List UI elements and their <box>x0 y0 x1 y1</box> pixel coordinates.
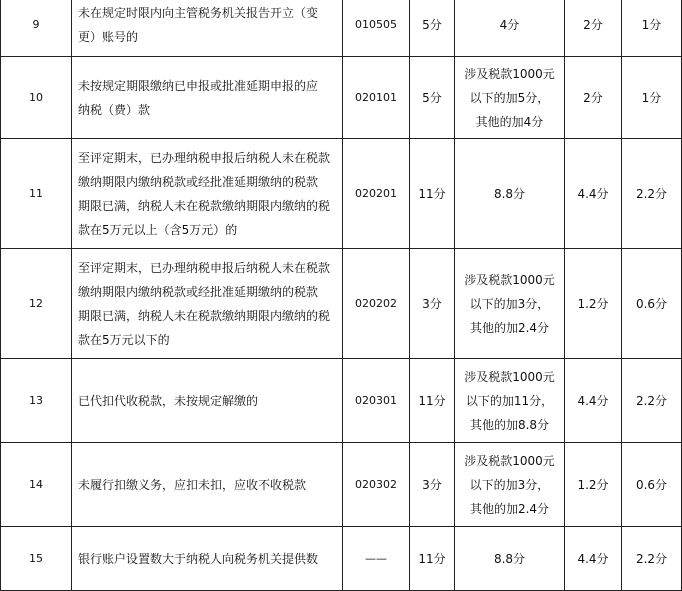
deduction-points-cell: 11分 <box>410 359 455 443</box>
violation-item-cell <box>72 527 343 591</box>
violation-item-cell <box>72 57 343 139</box>
indicator-code-cell: 020302 <box>343 443 410 527</box>
adjusted-points-line: 其他的加4分 <box>475 114 544 129</box>
reduced-points-cell: 4.4分 <box>565 527 622 591</box>
minimal-points-cell: 0.6分 <box>622 443 682 527</box>
row-number-cell: 14 <box>1 443 72 527</box>
minimal-points-cell: 2.2分 <box>622 359 682 443</box>
reduced-points-cell: 4.4分 <box>565 359 622 443</box>
table-row <box>1 57 682 139</box>
adjusted-points-line: 涉及税款1000元 <box>464 272 555 287</box>
violation-item-cell <box>72 443 343 527</box>
row-number-cell: 13 <box>1 359 72 443</box>
adjusted-points-line: 8.8分 <box>493 551 526 566</box>
adjusted-points-line: 以下的加3分， <box>469 477 550 492</box>
indicator-code-cell: 020101 <box>343 57 410 139</box>
adjusted-points-line: 以下的加3分， <box>469 296 550 311</box>
adjusted-points-line: 其他的加2.4分 <box>469 320 550 335</box>
reduced-points-cell: 2分 <box>565 57 622 139</box>
violation-item-line: 未按规定期限缴纳已申报或批准延期申报的应 <box>78 78 319 93</box>
violation-item-cell <box>72 249 343 359</box>
deduction-points-cell: 5分 <box>410 0 455 57</box>
violation-item-line: 已代扣代收税款，未按规定解缴的 <box>78 393 259 408</box>
adjusted-points-line: 8.8分 <box>493 186 526 201</box>
adjusted-points-cell <box>455 57 565 139</box>
adjusted-points-line: 其他的加8.8分 <box>469 417 550 432</box>
violation-item-cell <box>72 359 343 443</box>
violation-item-line: 纳税（费）款 <box>78 102 151 117</box>
table-row <box>1 359 682 443</box>
adjusted-points-cell <box>455 139 565 249</box>
deduction-points-cell: 5分 <box>410 57 455 139</box>
violation-item-line: 款在5万元以下的 <box>78 332 170 347</box>
violation-item-line: 银行账户设置数大于纳税人向税务机关提供数 <box>78 551 319 566</box>
table-row <box>1 443 682 527</box>
table-body <box>1 0 682 591</box>
deduction-points-cell: 11分 <box>410 527 455 591</box>
violation-item-line: 至评定期末，已办理纳税申报后纳税人未在税款 <box>78 260 331 275</box>
adjusted-points-line: 涉及税款1000元 <box>464 369 555 384</box>
reduced-points-cell: 2分 <box>565 0 622 57</box>
table-row <box>1 249 682 359</box>
violation-item-line: 未在规定时限内向主管税务机关报告开立（变 <box>78 5 319 20</box>
violation-item-line: 缴纳期限内缴纳税款或经批准延期缴纳的税款 <box>78 284 319 299</box>
adjusted-points-line: 其他的加2.4分 <box>469 501 550 516</box>
violation-item-line: 期限已满，纳税人未在税款缴纳期限内缴纳的税 <box>78 198 331 213</box>
table-row <box>1 139 682 249</box>
indicator-code-cell: 020201 <box>343 139 410 249</box>
reduced-points-cell: 4.4分 <box>565 139 622 249</box>
adjusted-points-line: 以下的加11分， <box>465 393 554 408</box>
minimal-points-cell: 1分 <box>622 57 682 139</box>
adjusted-points-cell <box>455 527 565 591</box>
row-number-cell: 15 <box>1 527 72 591</box>
violation-item-line: 更）账号的 <box>78 29 139 44</box>
violation-item-line: 期限已满，纳税人未在税款缴纳期限内缴纳的税 <box>78 308 331 323</box>
row-number-cell: 11 <box>1 139 72 249</box>
violation-item-line: 未履行扣缴义务，应扣未扣，应收不收税款 <box>78 477 307 492</box>
adjusted-points-line: 涉及税款1000元 <box>464 66 555 81</box>
minimal-points-cell: 2.2分 <box>622 139 682 249</box>
adjusted-points-line: 4分 <box>499 17 520 32</box>
reduced-points-cell: 1.2分 <box>565 443 622 527</box>
minimal-points-cell: 1分 <box>622 0 682 57</box>
deduction-points-cell: 3分 <box>410 443 455 527</box>
table-row <box>1 527 682 591</box>
violation-item-line: 款在5万元以上（含5万元）的 <box>78 222 238 237</box>
reduced-points-cell: 1.2分 <box>565 249 622 359</box>
deduction-points-cell: 11分 <box>410 139 455 249</box>
violation-item-cell <box>72 139 343 249</box>
adjusted-points-cell <box>455 0 565 57</box>
deduction-points-cell: 3分 <box>410 249 455 359</box>
table-row <box>1 0 682 57</box>
violation-item-line: 至评定期末，已办理纳税申报后纳税人未在税款 <box>78 150 331 165</box>
adjusted-points-cell <box>455 443 565 527</box>
adjusted-points-cell <box>455 359 565 443</box>
row-number-cell: 10 <box>1 57 72 139</box>
adjusted-points-line: 涉及税款1000元 <box>464 453 555 468</box>
indicator-code-cell: —— <box>343 527 410 591</box>
indicator-code-cell: 020301 <box>343 359 410 443</box>
indicator-code-cell: 020202 <box>343 249 410 359</box>
minimal-points-cell: 2.2分 <box>622 527 682 591</box>
adjusted-points-line: 以下的加5分， <box>469 90 550 105</box>
row-number-cell: 12 <box>1 249 72 359</box>
indicator-code-cell: 010505 <box>343 0 410 57</box>
minimal-points-cell: 0.6分 <box>622 249 682 359</box>
violation-item-line: 缴纳期限内缴纳税款或经批准延期缴纳的税款 <box>78 174 319 189</box>
violation-item-cell <box>72 0 343 57</box>
row-number-cell: 9 <box>1 0 72 57</box>
adjusted-points-cell <box>455 249 565 359</box>
